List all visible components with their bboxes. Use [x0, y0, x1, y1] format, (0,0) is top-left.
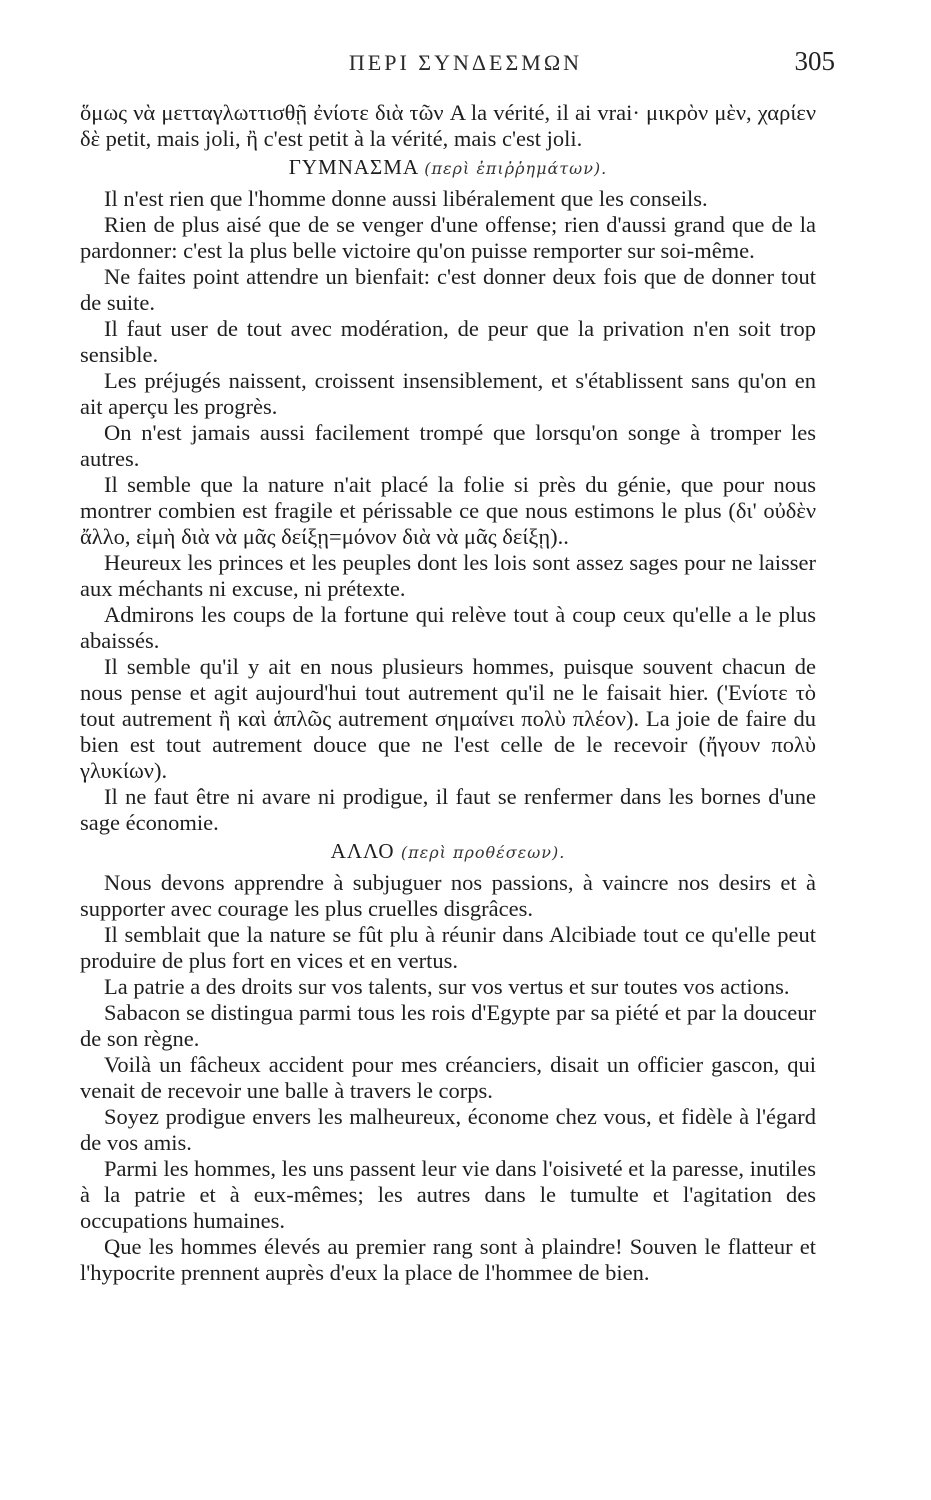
paragraph: Heureux les princes et les peuples dont les lois sont assez sages pour ne laisser aux méchants ni excuse, ni prétexte.: [80, 550, 816, 601]
paragraph: Que les hommes élevés au premier rang sont à plaindre! Souven le flatteur et l'hypocrite prennent auprès d'eux la place de l'hommee de bien.: [80, 1234, 816, 1285]
paragraph: Sabacon se distingua parmi tous les rois d'Egypte par sa piété et par la douceur de son règne.: [80, 1000, 816, 1051]
paragraph: Il semble que la nature n'ait placé la folie si près du génie, que pour nous montrer combien est fragile et périssable ce que nous estimons le plus (δι' οὐδὲν ἄλλο, εἰμὴ διὰ νὰ μᾶς δείξῃ=μόνον διὰ νὰ μᾶς δείξῃ)..: [80, 472, 816, 549]
heading-title: ΑΛΛΟ: [330, 839, 395, 863]
paragraph: Il semblait que la nature se fût plu à réunir dans Alcibiade tout ce qu'elle peut produire de plus fort en vices et en vertus.: [80, 922, 816, 973]
section-heading-gymnasma: [80, 154, 816, 182]
paragraph: Soyez prodigue envers les malheureux, économe chez vous, et fidèle à l'égard de vos amis.: [80, 1104, 816, 1155]
paragraph-continued: ὅμως νὰ μετταγλωττισθῇ ἐνίοτε διὰ τῶν A la vérité, il ai vrai· μικρὸν μὲν, χαρίεν δὲ petit, mais joli, ἢ c'est petit à la vérité, mais c'est joli.: [80, 100, 816, 151]
section-heading-allo: [80, 838, 816, 866]
heading-subtitle: (περὶ ἐπιῤῥημάτων).: [424, 159, 608, 178]
heading-title: ΓΥΜΝΑΣΜΑ: [288, 155, 418, 179]
paragraph: Admirons les coups de la fortune qui relève tout à coup ceux qu'elle a le plus abaissés.: [80, 602, 816, 653]
paragraph: Ne faites point attendre un bienfait: c'est donner deux fois que de donner tout de suite.: [80, 264, 816, 315]
paragraph: Il faut user de tout avec modération, de peur que la privation n'en soit trop sensible.: [80, 316, 816, 367]
paragraph: Nous devons apprendre à subjuguer nos passions, à vaincre nos desirs et à supporter avec courage les plus cruelles disgrâces.: [80, 870, 816, 921]
paragraph: La patrie a des droits sur vos talents, sur vos vertus et sur toutes vos actions.: [104, 974, 790, 999]
paragraph: Il n'est rien que l'homme donne aussi libéralement que les conseils.: [104, 186, 708, 211]
paragraph: Voilà un fâcheux accident pour mes créanciers, disait un officier gascon, qui venait de recevoir une balle à travers le corps.: [80, 1052, 816, 1103]
text-column: [80, 100, 816, 1286]
running-title: ΠΕΡΙ ΣΥΝΔΕΣΜΩΝ: [348, 50, 583, 75]
running-head: [0, 46, 931, 90]
paragraph: Parmi les hommes, les uns passent leur vie dans l'oisiveté et la paresse, inutiles à la patrie et à eux-mêmes; les autres dans le tumulte et l'agitation des occupations humaines.: [80, 1156, 816, 1233]
paragraph: Rien de plus aisé que de se venger d'une offense; rien d'aussi grand que de la pardonner: c'est la plus belle victoire qu'on puisse remporter sur soi-même.: [80, 212, 816, 263]
paragraph: Les préjugés naissent, croissent insensiblement, et s'établissent sans qu'on en ait aperçu les progrès.: [80, 368, 816, 419]
paragraph: Il ne faut être ni avare ni prodigue, il faut se renfermer dans les bornes d'une sage économie.: [80, 784, 816, 835]
paragraph: On n'est jamais aussi facilement trompé que lorsqu'on songe à tromper les autres.: [80, 420, 816, 471]
heading-subtitle: (περὶ προθέσεων).: [400, 843, 566, 862]
page-number: 305: [794, 46, 835, 76]
paragraph: Il semble qu'il y ait en nous plusieurs hommes, puisque souvent chacun de nous pense et agit aujourd'hui tout autrement qu'il ne le faisait hier. ('Ενίοτε τὸ tout autrement ἢ καὶ ἁπλῶς autrement σημαίνει πολὺ πλέον). La joie de faire du bien est tout autrement douce que ne l'est celle de le recevoir (ἤγουν πολὺ γλυκίων).: [80, 654, 816, 783]
